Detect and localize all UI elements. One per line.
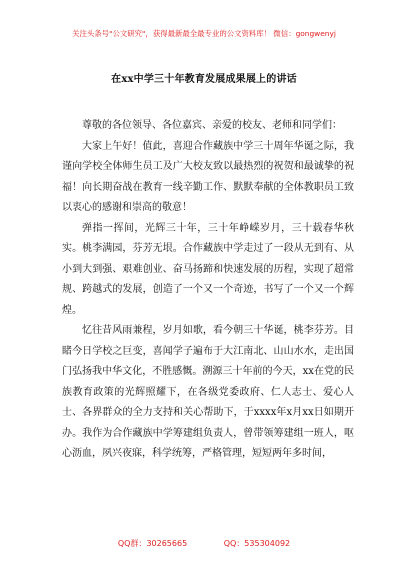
footer-qq: QQ：535304092 [223, 539, 291, 548]
footer-contacts [0, 538, 408, 549]
document-body [62, 116, 354, 465]
paragraph-greeting: 大家上午好！值此，喜迎合作藏族中学三十周年华诞之际，我谨向学校全体师生员工及广大校友致以最热烈的祝贺和最诚挚的祝福！向长期奋战在教育一线辛勤工作、默默奉献的全体教职员工致以衷心的感谢和崇高的敬意！ [62, 140, 354, 213]
footer-qq-group: QQ群：30265665 [117, 539, 188, 548]
paragraph-salutation: 尊敬的各位领导、各位嘉宾、亲爱的校友、老师和同学们： [82, 120, 342, 131]
header-note: 关注头条号"公文研究"，获得最新最全最专业的公文资料库！ 微信：gongwenyj [72, 29, 336, 38]
paragraph-memory: 忆往昔风雨兼程，岁月如歌，看今朝三十华诞，桃李芬芳。目睹今日学校之巨变，喜闻学子遍布于大江南北、山山水水，走出国门弘扬我中华文化，不胜感慨。溯源三十年前的今天，xx在党的民族教育政策的光辉照耀下，在各级党委政府、仁人志士、爱心人士、各界群众的全力支持和关心帮助下，于xxxx年x月xx日如期开办。我作为合作藏族中学筹建组负责人，曾带领筹建组一班人，呕心沥血，夙兴夜寐，科学统筹，严格管理，短短两年多时间， [62, 325, 354, 459]
paragraph-history: 弹指一挥间，光辉三十年，三十年峥嵘岁月，三十载春华秋实。桃李满园，芬芳无垠。合作藏族中学走过了一段从无到有、从小到大到强、艰难创业、奋马扬蹄和快速发展的历程，实现了超常规、跨越式的发展，创造了一个又一个奇迹，书写了一个又一个辉煌。 [62, 222, 354, 316]
page-title: 在xx中学三十年教育发展成果展上的讲话 [111, 74, 297, 85]
